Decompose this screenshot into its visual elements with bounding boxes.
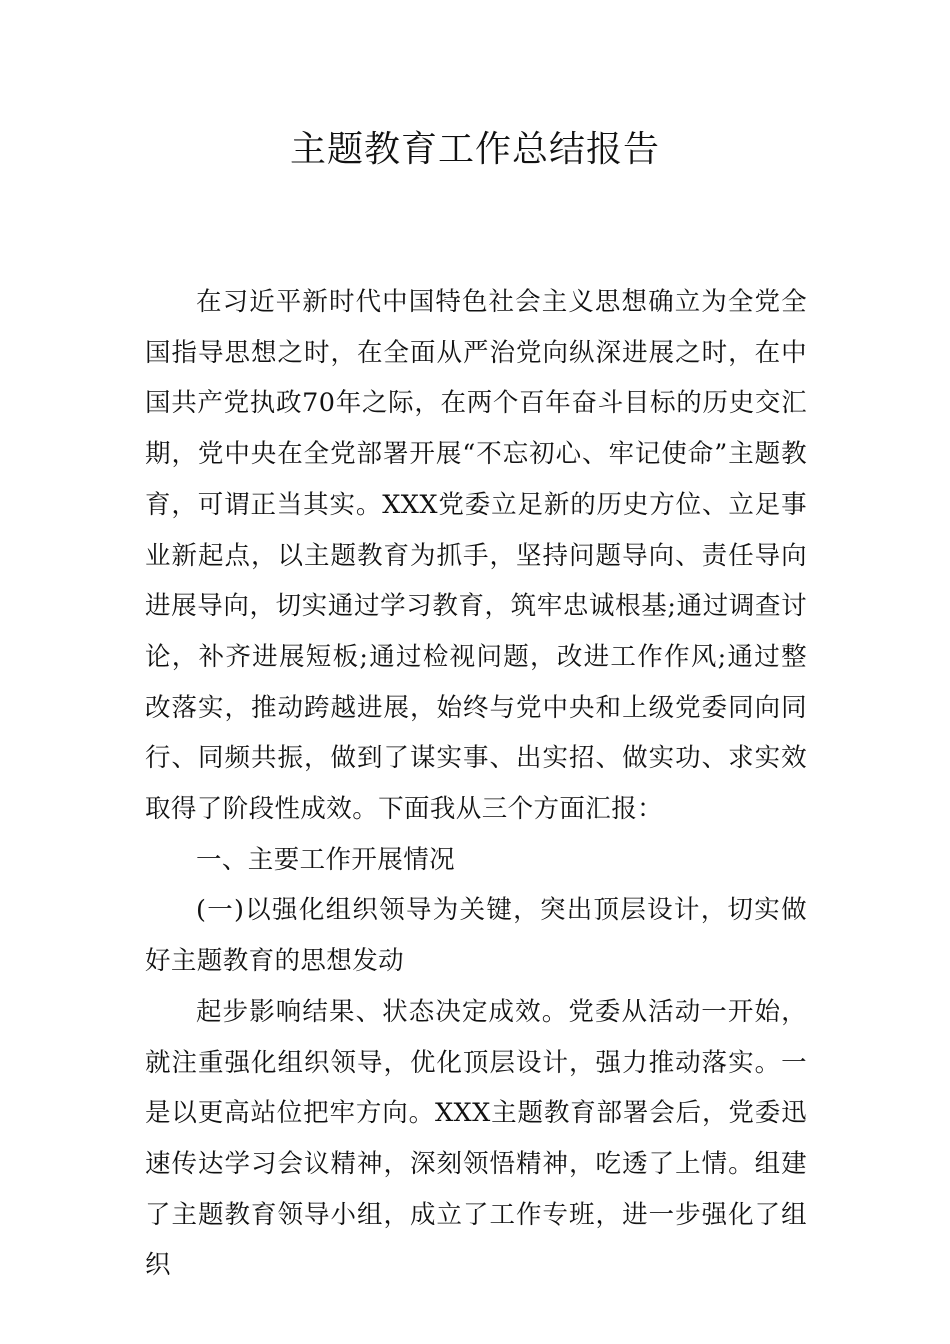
paragraph-body: 起步影响结果、状态决定成效。党委从活动一开始，就注重强化组织领导，优化顶层设计，强力推动落实。一是以更高站位把牢方向。XXX主题教育部署会后，党委迅速传达学习会议精神，深刻领悟精神，吃透了上情。组建了主题教育领导小组，成立了工作专班，进一步强化了组织 (145, 996, 807, 1281)
document-title: 主题教育工作总结报告 (289, 129, 660, 170)
section-heading: 一、主要工作开展情况 (196, 844, 456, 875)
paragraph-intro: 在习近平新时代中国特色社会主义思想确立为全党全国指导思想之时，在全面从严治党向纵深进展之时，在中国共产党执政70年之际，在两个百年奋斗目标的历史交汇期，党中央在全党部署开展“不忘初心、牢记使命”主题教育，可谓正当其实。XXX党委立足新的历史方位、立足事业新起点，以主题教育为抓手，坚持问题导向、责任导向进展导向，切实通过学习教育，筑牢忠诚根基;通过调查讨论，补齐进展短板;通过检视问题，改进工作作风;通过整改落实，推动跨越进展，始终与党中央和上级党委同向同行、同频共振，做到了谋实事、出实招、做实功、求实效取得了阶段性成效。下面我从三个方面汇报： (145, 287, 807, 825)
document-body (145, 277, 807, 1291)
subsection-heading: (一)以强化组织领导为关键，突出顶层设计，切实做好主题教育的思想发动 (145, 895, 807, 977)
